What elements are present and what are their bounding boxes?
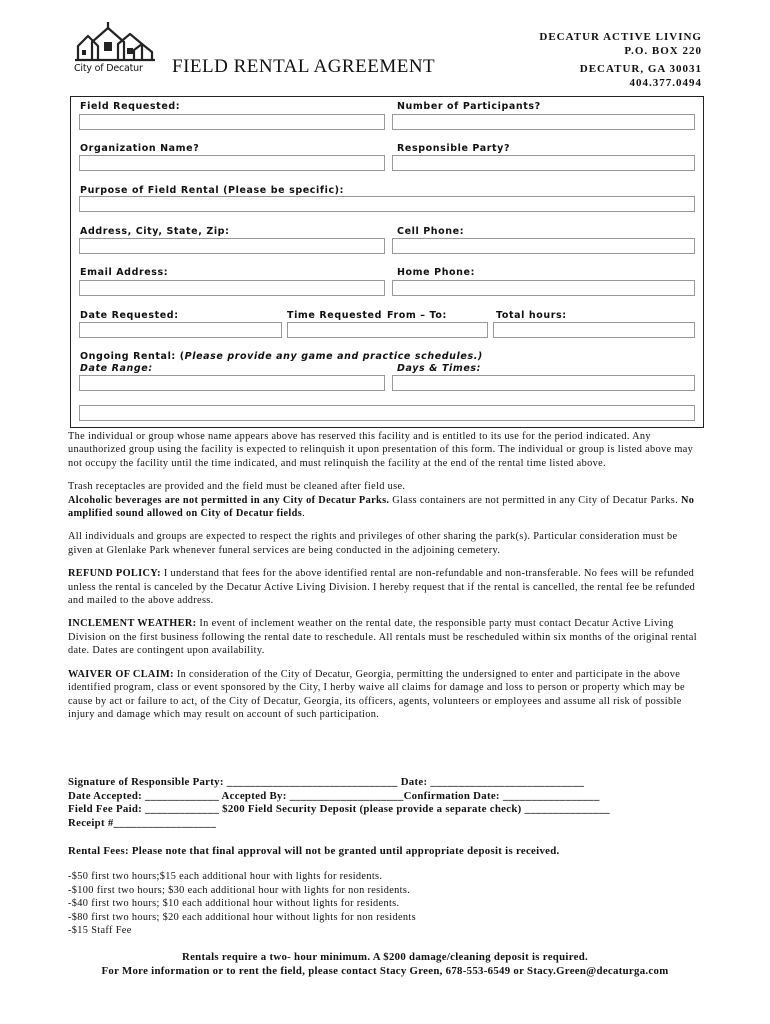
home-phone-input[interactable] [392,280,695,296]
rental-fees-note: Rental Fees: Please note that final approval will not be granted until appropriate deposit is received. [68,845,560,857]
total-hours-input[interactable] [493,322,695,338]
time-label: Time Requested [287,310,382,321]
schedule-input[interactable] [79,405,695,421]
days-times-label: Days & Times: [397,363,482,374]
po-box: P.O. BOX 220 [624,45,702,57]
trash-text: Trash receptacles are provided and the field must be cleaned after field use. [68,481,406,493]
purpose-label: Purpose of Field Rental (Please be specific): [80,185,345,196]
alcohol-text: Alcoholic beverages are not permitted in any City of Decatur Parks. [68,494,390,506]
trash-paragraph [68,480,704,520]
weather-paragraph [68,617,704,657]
organization-label: Organization Name? [80,143,200,154]
address-block [539,30,702,90]
receipt-line[interactable]: Receipt #__________________ [68,816,217,829]
participants-input[interactable] [392,114,695,130]
footer [0,950,770,978]
logo-text: City of Decatur [74,63,143,74]
minimum-notice: Rentals require a two- hour minimum. A $200 damage/cleaning deposit is required. [181,951,588,963]
organization-input[interactable] [79,155,385,171]
field-requested-input[interactable] [79,114,385,130]
ongoing-note: Please provide any game and practice schedules.) [184,351,483,362]
refund-text: I understand that fees for the above identified rental are non-refundable and non-transferable. No fees will be refunded unless the rental is canceled by the Decatur Active Living Division. I hereby request that if the rental is cancelled, the rental fee be refunded and mailed to the above address. [68,568,696,607]
cell-label: Cell Phone: [397,226,465,237]
signature-section [68,776,704,830]
participants-label: Number of Participants? [397,101,541,112]
date-label: Date Requested: [80,310,179,321]
contact-info: For More information or to rent the field, please contact Stacy Green, 678-553-6549 or Stacy.Green@decaturga.com [101,965,669,977]
fee-item: -$80 first two hours; $20 each additional hour without lights for non residents [68,911,416,923]
city-state: DECATUR, GA 30031 [579,63,702,75]
date-range-input[interactable] [79,375,385,391]
waiver-heading: WAIVER OF CLAIM: [68,668,174,680]
address-input[interactable] [79,238,385,254]
date-input[interactable] [79,322,282,338]
time-input[interactable] [287,322,488,338]
terms-section [68,430,704,731]
refund-heading: REFUND POLICY: [68,568,161,580]
purpose-input[interactable] [79,196,695,212]
signature-line[interactable]: Signature of Responsible Party: ______________________________ Date: ___________________________ [68,776,585,788]
weather-heading: INCLEMENT WEATHER: [68,618,197,630]
rental-form [70,96,704,428]
fee-item: -$50 first two hours;$15 each additional hour with lights for residents. [68,871,383,882]
refund-paragraph [68,567,704,607]
home-phone-label: Home Phone: [397,267,475,278]
org-name: DECATUR ACTIVE LIVING [539,31,702,43]
responsible-input[interactable] [392,155,695,171]
city-logo [72,20,158,78]
email-input[interactable] [79,280,385,296]
page-title: FIELD RENTAL AGREEMENT [172,56,436,77]
waiver-text: In consideration of the City of Decatur, Georgia, permitting the undersigned to enter and participate in the above identified program, class or event sponsored by the City, I herby waive all claims for damage and loss to person or property which may be cause by act or failure to act, of the City of Decatur, Georgia, its officers, agents, volunteers or employees and assume all risk of possible injury and damage which may result on account of such participation. [68,668,685,720]
cell-input[interactable] [392,238,695,254]
fee-item: -$15 Staff Fee [68,925,132,937]
weather-text: In event of inclement weather on the rental date, the responsible party must contact Decatur Active Living Division on the first business following the rental date to reschedule. All rentals must be rescheduled within six months of the original rental date. Dates are contingent upon availability. [68,618,697,657]
from-to-label: From – To: [387,310,447,321]
ongoing-label-text: Ongoing Rental: ( [80,351,185,362]
days-times-input[interactable] [392,375,695,391]
glass-text: Glass containers are not permitted in any City of Decatur Parks. [389,494,681,506]
total-hours-label: Total hours: [496,310,567,321]
ongoing-label [80,351,483,362]
respect-paragraph: All individuals and groups are expected to respect the rights and privileges of other sharing the park(s). Particular consideration must be given at Glenlake Park whenever funeral services are being conducted in the adjoining cemetery. [68,531,678,556]
date-accepted-line[interactable]: Date Accepted: _____________ Accepted By: ____________________Confirmation Date: _________________ [68,789,600,802]
amplified-text: No amplified sound allowed on City of Decatur fields [68,494,695,520]
date-range-label: Date Range: [80,363,153,374]
responsible-label: Responsible Party? [397,143,511,154]
fee-paid-line[interactable]: Field Fee Paid: _____________ $200 Field Security Deposit (please provide a separate check) _______________ [68,803,610,816]
email-label: Email Address: [80,267,169,278]
fee-item: -$40 first two hours; $10 each additional hour without lights for residents. [68,898,400,910]
fee-item: -$100 first two hours; $30 each additional hour with lights for non residents. [68,884,411,896]
fee-list [68,870,416,938]
phone: 404.377.0494 [629,77,702,89]
address-label: Address, City, State, Zip: [80,226,230,237]
field-requested-label: Field Requested: [80,101,181,112]
period-text: . [302,508,306,520]
waiver-paragraph [68,668,704,722]
facility-paragraph: The individual or group whose name appears above has reserved this facility and is entitled to its use for the period indicated. Any unauthorized group using the facility is expected to relinquish it upon presentation of this form. The individual or group is listed above may not occupy the facility until the time indicated, and must relinquish the facility at the end of the rental time listed above. [68,431,694,469]
